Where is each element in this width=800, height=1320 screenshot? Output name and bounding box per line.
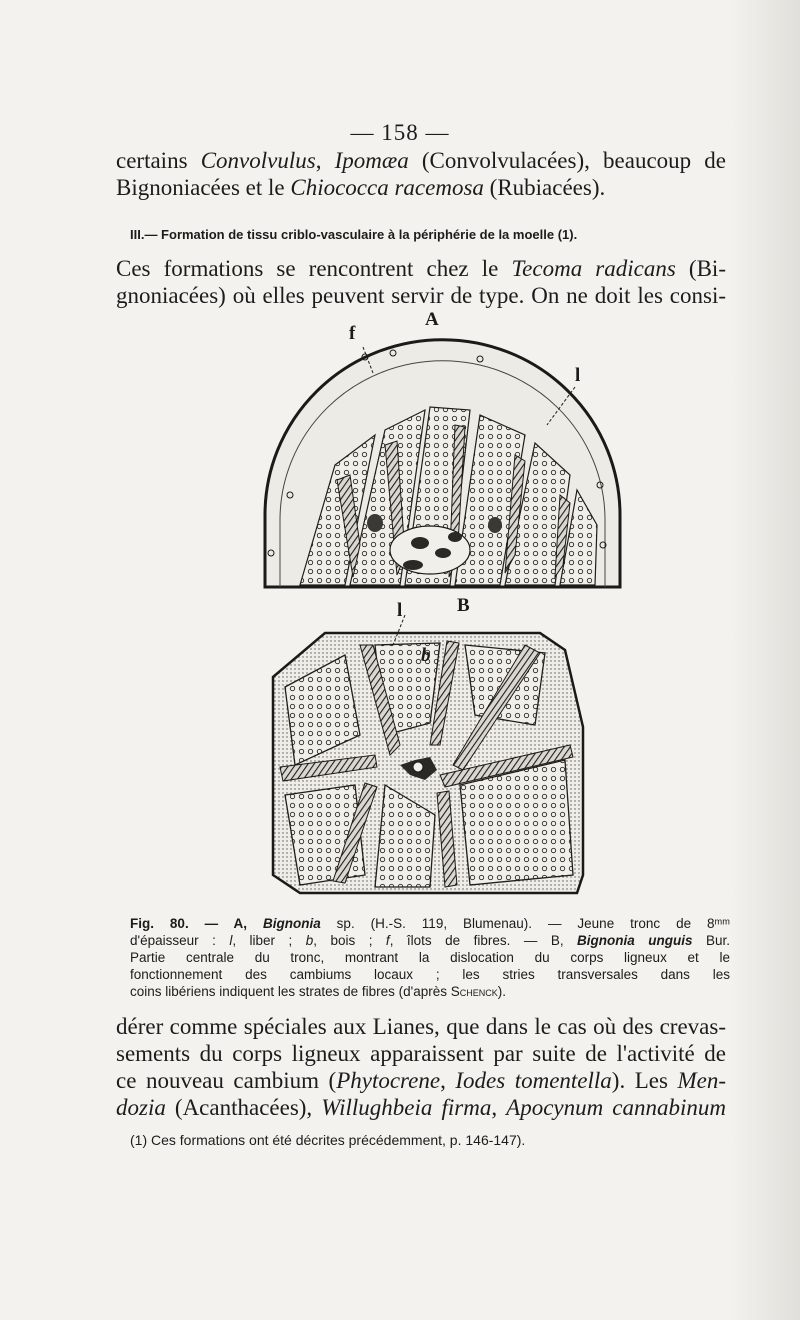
caption-line: fonctionnement des cambiums locaux ; les stries transversales dans les (130, 967, 730, 982)
figure-label-f: f (349, 323, 356, 344)
top-text (116, 147, 726, 201)
caption-line: Partie centrale du tronc, montrant la dislocation du corps ligneux et le (130, 950, 730, 965)
figure-label-b-lower: b (421, 645, 431, 666)
text-line: Ces formations se rencontrent chez le Tecoma radicans (Bi- (116, 256, 726, 281)
caption-line: Fig. 80. — A, Bignonia sp. (H.-S. 119, Blumenau). — Jeune tronc de 8ᵐᵐ (130, 916, 730, 931)
paragraph-1 (116, 255, 726, 309)
text-line: ce nouveau cambium (Phytocrene, Iodes tomentella). Les Men- (116, 1068, 726, 1093)
section-heading: III.— Formation de tissu criblo-vasculaire à la périphérie de la moelle (1). (130, 227, 578, 242)
page-number: — 158 — (350, 120, 450, 145)
caption-line: d'épaisseur : l, liber ; b, bois ; f, îlots de fibres. — B, Bignonia unguis Bur. (130, 933, 730, 948)
text-line: dérer comme spéciales aux Lianes, que dans le cas où des crevas- (116, 1014, 726, 1039)
text-line: dozia (Acanthacées), Willughbeia firma, Apocynum cannabinum (116, 1095, 727, 1120)
text-line: sements du corps ligneux apparaissent par suite de l'activité de (116, 1041, 726, 1066)
figure-label-b-upper: B (457, 595, 470, 616)
text-line: Bignoniacées et le Chiococca racemosa (Rubiacées). (116, 175, 606, 200)
figure-80 (225, 309, 635, 910)
figure-illustration (225, 315, 635, 910)
page-edge-shadow (730, 0, 800, 1320)
paragraph-2 (116, 1013, 726, 1121)
figure-label-l-mid: l (397, 600, 403, 621)
figure-caption (130, 915, 730, 1000)
caption-line: coins libériens indiquent les strates de fibres (d'après Schenck). (130, 984, 507, 999)
text-line: certains Convolvulus, Ipomæa (Convolvulacées), beaucoup de (116, 148, 727, 173)
figure-label-a: A (425, 309, 439, 330)
footnote: (1) Ces formations ont été décrites précédemment, p. 146-147). (130, 1132, 526, 1148)
figure-label-l-top: l (575, 365, 581, 386)
text-line: gnoniacées) où elles peuvent servir de type. On ne doit les consi- (116, 283, 726, 308)
figure-a-drawing (265, 340, 620, 587)
